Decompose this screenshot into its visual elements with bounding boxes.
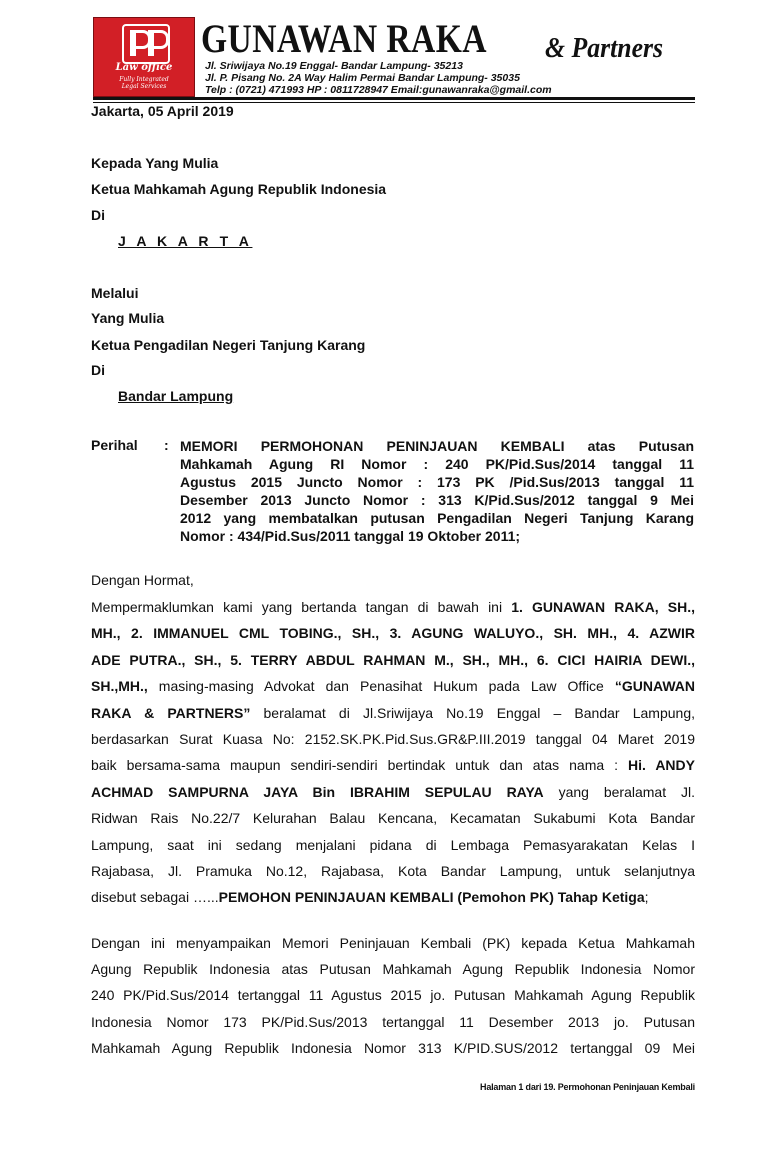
via-city: Bandar Lampung	[118, 388, 234, 404]
paragraph-2	[91, 930, 695, 1061]
perihal-line: Desember 2013 Juncto Nomor : 313 K/Pid.Sus/2012 tanggal 9 Mei	[180, 492, 694, 508]
recipient-city: J A K A R T A	[118, 233, 253, 249]
perihal-line: Mahkamah Agung RI Nomor : 240 PK/Pid.Sus/2014 tanggal 11	[180, 456, 694, 472]
paragraph-line: SH.,MH., masing-masing Advokat dan Penasihat Hukum pada Law Office “GUNAWAN	[91, 678, 695, 695]
recipient-salutation: Kepada Yang Mulia	[91, 155, 219, 171]
paragraph-line: Dengan ini menyampaikan Memori Peninjauan Kembali (PK) kepada Ketua Mahkamah	[91, 935, 695, 951]
paragraph-line: 240 PK/Pid.Sus/2014 tertanggal 11 Agustus 2015 jo. Putusan Mahkamah Agung Republik	[91, 987, 695, 1004]
date-line: Jakarta, 05 April 2019	[91, 103, 234, 119]
letterhead-rule	[93, 97, 695, 100]
firm-name: GUNAWAN RAKA	[201, 16, 487, 61]
paragraph-line: Lampung, saat ini sedang menjalani pidana di Lembaga Pemasyarakatan Kelas I	[91, 836, 695, 853]
via-label: Melalui	[91, 285, 139, 301]
paragraph-line: disebut sebagai …...PEMOHON PENINJAUAN KEMBALI (Pemohon PK) Tahap Ketiga;	[91, 889, 649, 906]
via-salutation: Yang Mulia	[91, 310, 165, 326]
page-footer: Halaman 1 dari 19. Permohonan Peninjauan Kembali	[480, 1082, 695, 1092]
contact-line: Telp : (0721) 471993 HP : 0811728947 Email:gunawanraka@gmail.com	[205, 84, 552, 96]
paragraph-line: Mempermaklumkan kami yang bertanda tangan di bawah ini 1. GUNAWAN RAKA, SH.,	[91, 599, 695, 615]
firm-suffix: & Partners	[545, 33, 664, 64]
gp-monogram-icon	[122, 24, 170, 64]
recipient-di: Di	[91, 207, 105, 223]
letterhead	[93, 17, 695, 97]
paragraph-line: baik bersama-sama maupun sendiri-sendiri bertindak untuk dan atas nama : Hi. ANDY	[91, 757, 695, 774]
paragraph-line: ADE PUTRA., SH., 5. TERRY ABDUL RAHMAN M., SH., MH., 6. CICI HAIRIA DEWI.,	[91, 651, 695, 668]
perihal-line: Agustus 2015 Juncto Nomor : 173 PK /Pid.Sus/2013 tanggal 11	[180, 474, 694, 490]
perihal-line: MEMORI PERMOHONAN PENINJAUAN KEMBALI atas Putusan	[180, 438, 694, 454]
paragraph-line: Agung Republik Indonesia atas Putusan Mahkamah Agung Republik Indonesia Nomor	[91, 961, 695, 978]
recipient-title: Ketua Mahkamah Agung Republik Indonesia	[91, 181, 387, 197]
paragraph-1	[91, 594, 695, 911]
paragraph-line: Ridwan Rais No.22/7 Kelurahan Balau Kencana, Kecamatan Sukabumi Kota Bandar	[91, 810, 695, 827]
via-title: Ketua Pengadilan Negeri Tanjung Karang	[91, 337, 366, 353]
law-office-logo	[93, 17, 195, 97]
paragraph-line: Rajabasa, Jl. Pramuka No.12, Rajabasa, Kota Bandar Lampung, untuk selanjutnya	[91, 862, 695, 879]
paragraph-line: Mahkamah Agung Republik Indonesia Nomor 313 K/PID.SUS/2012 tertanggal 09 Mei	[91, 1039, 695, 1056]
paragraph-line: berdasarkan Surat Kuasa No: 2152.SK.PK.Pid.Sus.GR&P.III.2019 tanggal 04 Maret 2019	[91, 730, 695, 747]
logo-caption: Law office	[115, 62, 173, 73]
perihal-label: Perihal	[91, 437, 138, 453]
address-line-2: Jl. P. Pisang No. 2A Way Halim Permai Bandar Lampung- 35035	[205, 72, 520, 84]
perihal-line: Nomor : 434/Pid.Sus/2011 tanggal 19 Oktober 2011;	[180, 528, 521, 544]
greeting: Dengan Hormat,	[91, 572, 194, 588]
paragraph-line: RAKA & PARTNERS” beralamat di Jl.Sriwijaya No.19 Enggal – Bandar Lampung,	[91, 704, 696, 721]
via-di: Di	[91, 362, 105, 378]
perihal-colon: :	[164, 437, 169, 453]
paragraph-line: Indonesia Nomor 173 PK/Pid.Sus/2013 tertanggal 11 Desember 2013 jo. Putusan	[91, 1013, 695, 1030]
paragraph-line: ACHMAD SAMPURNA JAYA Bin IBRAHIM SEPULAU RAYA yang beralamat Jl.	[91, 783, 695, 800]
perihal-line: 2012 yang membatalkan putusan Pengadilan Negeri Tanjung Karang	[180, 510, 694, 526]
logo-tagline: Fully Integrated Legal Services	[119, 76, 169, 90]
address-line-1: Jl. Sriwijaya No.19 Enggal- Bandar Lampung- 35213	[205, 60, 463, 72]
perihal-subject	[180, 437, 694, 545]
paragraph-line: MH., 2. IMMANUEL CML TOBING., SH., 3. AGUNG WALUYO., SH. MH., 4. AZWIR	[91, 625, 695, 642]
